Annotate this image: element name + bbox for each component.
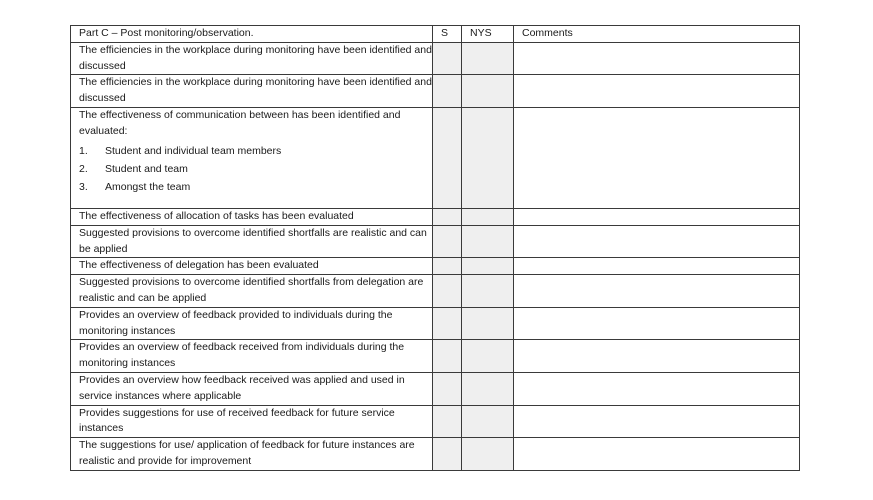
nys-checkbox-cell[interactable] (462, 107, 514, 208)
table-row (71, 340, 800, 373)
s-checkbox-cell[interactable] (433, 307, 462, 340)
s-checkbox-cell[interactable] (433, 405, 462, 438)
table-row (71, 438, 800, 471)
criterion-text: Provides suggestions for use of received feedback for future service instances (71, 405, 433, 438)
criterion-text: Provides an overview how feedback received was applied and used in service instances where applicable (71, 372, 433, 405)
list-text: Amongst the team (105, 180, 191, 193)
assessment-checklist-table (70, 25, 800, 471)
list-item (79, 160, 432, 178)
s-checkbox-cell[interactable] (433, 275, 462, 308)
comments-cell[interactable] (514, 208, 800, 225)
table-row (71, 107, 800, 208)
nys-checkbox-cell[interactable] (462, 208, 514, 225)
comments-cell[interactable] (514, 75, 800, 108)
criterion-text: The suggestions for use/ application of feedback for future instances are realistic and provide for improvement (71, 438, 433, 471)
list-number: 2. (79, 162, 88, 175)
comments-cell[interactable] (514, 372, 800, 405)
nys-checkbox-cell[interactable] (462, 307, 514, 340)
criterion-text: The efficiencies in the workplace during monitoring have been identified and discussed (71, 75, 433, 108)
s-checkbox-cell[interactable] (433, 438, 462, 471)
table-row (71, 75, 800, 108)
table-row (71, 225, 800, 258)
criterion-text: Provides an overview of feedback received from individuals during the monitoring instances (71, 340, 433, 373)
table-row (71, 405, 800, 438)
comments-cell[interactable] (514, 275, 800, 308)
criterion-text: Suggested provisions to overcome identified shortfalls from delegation are realistic and can be applied (71, 275, 433, 308)
nys-checkbox-cell[interactable] (462, 275, 514, 308)
nys-checkbox-cell[interactable] (462, 42, 514, 75)
criterion-text: The effectiveness of delegation has been evaluated (71, 258, 433, 275)
list-number: 1. (79, 144, 88, 157)
comments-cell[interactable] (514, 258, 800, 275)
s-checkbox-cell[interactable] (433, 372, 462, 405)
nys-checkbox-cell[interactable] (462, 225, 514, 258)
not-yet-satisfactory-column-header: NYS (462, 26, 514, 43)
criterion-text: The effectiveness of communication between has been identified and evaluated: (79, 108, 401, 137)
criterion-text: The effectiveness of allocation of tasks has been evaluated (71, 208, 433, 225)
comments-cell[interactable] (514, 438, 800, 471)
s-checkbox-cell[interactable] (433, 258, 462, 275)
table-row (71, 42, 800, 75)
table-row (71, 258, 800, 275)
table-row (71, 372, 800, 405)
s-checkbox-cell[interactable] (433, 208, 462, 225)
nys-checkbox-cell[interactable] (462, 340, 514, 373)
table-row (71, 307, 800, 340)
part-c-heading: Part C – Post monitoring/observation. (71, 26, 433, 43)
nys-checkbox-cell[interactable] (462, 438, 514, 471)
s-checkbox-cell[interactable] (433, 107, 462, 208)
criterion-sublist (79, 142, 432, 196)
comments-cell[interactable] (514, 42, 800, 75)
comments-cell[interactable] (514, 225, 800, 258)
comments-cell[interactable] (514, 307, 800, 340)
s-checkbox-cell[interactable] (433, 225, 462, 258)
nys-checkbox-cell[interactable] (462, 405, 514, 438)
table-row (71, 275, 800, 308)
comments-cell[interactable] (514, 340, 800, 373)
list-text: Student and team (105, 162, 188, 175)
nys-checkbox-cell[interactable] (462, 75, 514, 108)
table-row (71, 208, 800, 225)
list-number: 3. (79, 180, 88, 193)
criterion-cell (71, 107, 433, 208)
criterion-text: Provides an overview of feedback provided to individuals during the monitoring instances (71, 307, 433, 340)
criterion-text: Suggested provisions to overcome identified shortfalls are realistic and can be applied (71, 225, 433, 258)
nys-checkbox-cell[interactable] (462, 258, 514, 275)
comments-column-header: Comments (514, 26, 800, 43)
comments-cell[interactable] (514, 107, 800, 208)
satisfactory-column-header: S (433, 26, 462, 43)
criterion-text: The efficiencies in the workplace during monitoring have been identified and discussed (71, 42, 433, 75)
s-checkbox-cell[interactable] (433, 42, 462, 75)
list-item (79, 142, 432, 160)
list-text: Student and individual team members (105, 144, 282, 157)
header-row (71, 26, 800, 43)
list-item (79, 178, 432, 196)
nys-checkbox-cell[interactable] (462, 372, 514, 405)
s-checkbox-cell[interactable] (433, 75, 462, 108)
s-checkbox-cell[interactable] (433, 340, 462, 373)
comments-cell[interactable] (514, 405, 800, 438)
